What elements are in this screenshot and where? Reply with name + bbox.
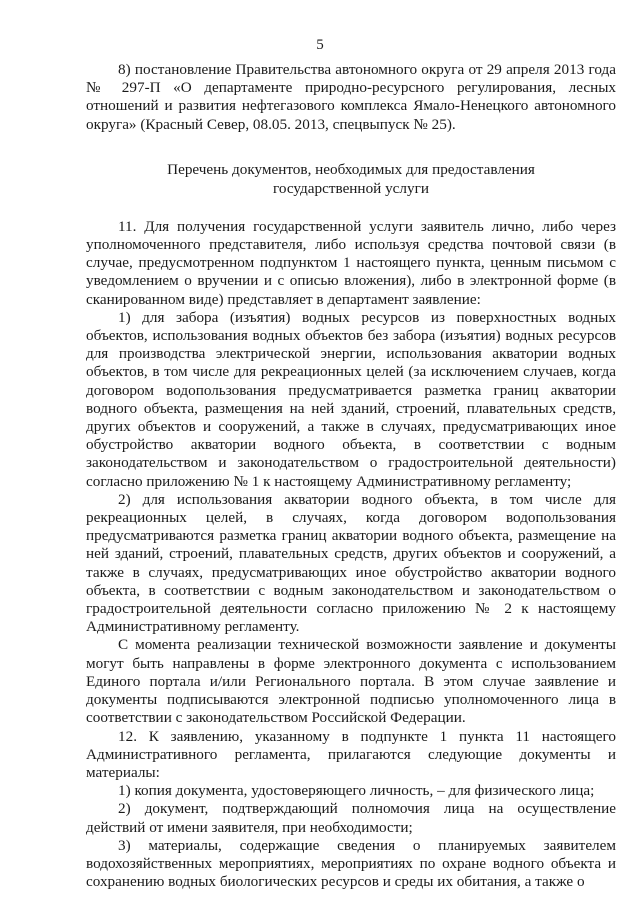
section-heading-line-2: государственной услуги <box>273 179 429 197</box>
section-heading <box>86 160 616 198</box>
paragraph-11-subitem-2: 2) для использования акватории водного объекта, в том числе для рекреационных целей, в случаях, когда договором водопользования предусматриваются разметка границ акватории водного объекта, размещение на ней зданий, строений, плавательных средств, других объектов и сооружений, а также в случаях, предусматривающих иное обустройство акватории водного объекта, в соответствии с водным законодательством и законодательством о градостроительной деятельности согласно приложению № 2 к настоящему Административному регламенту. <box>86 490 616 636</box>
section-heading-line-1: Перечень документов, необходимых для предоставления <box>167 160 535 178</box>
paragraph-12-subitem-3: 3) материалы, содержащие сведения о планируемых заявителем водохозяйственных мероприятиях, мероприятиях по охране водного объекта и сохранению водных биологических ресурсов и среды их обитания, а также о <box>86 836 616 891</box>
paragraph-11: 11. Для получения государственной услуги заявитель лично, либо через уполномоченного представителя, либо используя средства почтовой связи (в случае, предусмотренном подпунктом 1 настоящего пункта, ценным письмом с уведомлением о вручении и с описью вложения), либо в электронной форме (в сканированном виде) представляет в департамент заявление: <box>86 217 616 308</box>
paragraph-11-electronic: С момента реализации технической возможности заявление и документы могут быть направлены в форме электронного документа с использованием Единого портала и/или Регионального портала. В этом случае заявление и документы подписываются электронной подписью уполномоченного лица в соответствии с законодательством Российской Федерации. <box>86 636 616 727</box>
document-body <box>86 61 616 891</box>
paragraph-item-8: 8) постановление Правительства автономного округа от 29 апреля 2013 года № 297-П «О департаменте природно-ресурсного регулирования, лесных отношений и развития нефтегазового комплекса Ямало-Ненецкого автономного округа» (Красный Север, 08.05. 2013, спецвыпуск № 25). <box>86 61 616 133</box>
page-number: 5 <box>316 37 324 53</box>
paragraph-12-subitem-1: 1) копия документа, удостоверяющего личность, – для физического лица; <box>118 782 595 800</box>
paragraph-12: 12. К заявлению, указанному в подпункте 1 пункта 11 настоящего Административного регламента, прилагаются следующие документы и материалы: <box>86 727 616 781</box>
paragraph-11-subitem-1: 1) для забора (изъятия) водных ресурсов из поверхностных водных объектов, использования водных объектов без забора (изъятия) водных ресурсов для производства электрической энергии, использования акватории водных объектов, в том числе для рекреационных целей (за исключением случаев, когда договором водопользования предусматривается разметка границ акватории водного объекта, размещения на ней зданий, строений, плавательных средств, других объектов и сооружений, а также в случаях, предусматривающих иное обустройство акватории водного объекта, в соответствии с водным законодательством и законодательством о градостроительной деятельности) согласно приложению № 1 к настоящему Административному регламенту; <box>86 308 616 490</box>
paragraph-12-subitem-2: 2) документ, подтверждающий полномочия лица на осуществление действий от имени заявителя, при необходимости; <box>86 800 616 836</box>
